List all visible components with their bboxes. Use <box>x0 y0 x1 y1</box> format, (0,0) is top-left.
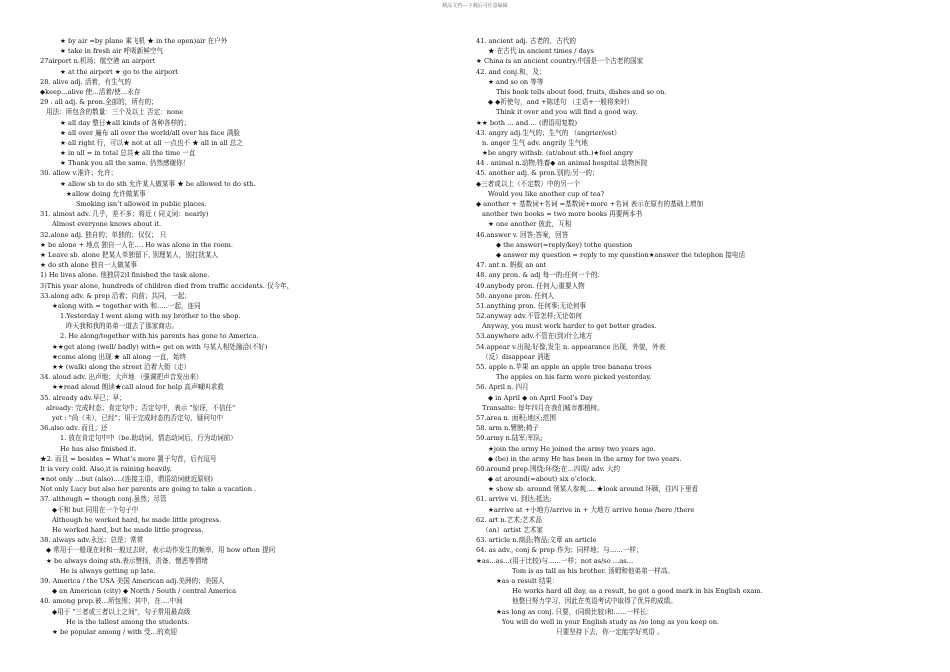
text-line: 1. 放在肯定句中中（be.助动词，情态动词后，行为动词前） <box>60 434 237 443</box>
text-line: 34. aloud adv. 出声地；大声地 （强调把声音发出来） <box>40 373 203 382</box>
text-line: He has also finished it. <box>60 444 137 453</box>
text-line: 44 . animal n.动物;牲畜◆ an animal hospital 动物医院 <box>476 159 648 168</box>
text-line: n. anger 生气 adv. angrily 生气地 <box>482 138 588 147</box>
text-line: 2. He along/together with his parents has gone to America. <box>60 332 259 341</box>
text-line: ★as long as conj. 只要，(同级比较)和……一样长： <box>496 607 653 616</box>
text-line: ★join the army He joined the army two years ago. <box>488 444 656 453</box>
text-line: ◆用于 "三者或三者以上之间"，句子常用最高级 <box>52 607 191 616</box>
text-line: ★ allow sb to do sth 允许某人做某事 ★ be allowed to do sth. <box>60 179 256 188</box>
text-line: ★2. 而且 = besides = What’s more 置于句首，后有逗号 <box>40 454 217 463</box>
text-line: 42. and conj.和，及； <box>476 67 546 76</box>
text-line: 55. apple n.苹果 an apple an apple tree banana trees <box>476 363 652 371</box>
text-line: 50. anyone pron. 任何人 <box>476 291 555 300</box>
text-line: 46.answer v. 回答;答案，回答 <box>476 230 569 239</box>
text-line: ★ China is an ancient country.中国是一个古老的国家 <box>476 57 644 66</box>
text-line: The apples on his farm were picked yesterday. <box>496 373 652 382</box>
text-line: 56. April n. 四月 <box>476 383 529 392</box>
text-line: （反）disappear 消逝 <box>482 352 551 361</box>
text-line: 33.along adv. & prep 沿着；向前；共同，一起； <box>40 291 192 300</box>
text-line: 昨天我和我的弟弟一道去了那家商店。 <box>66 322 179 331</box>
text-line: 64. as adv., conj & prep 作为；同样地；与……一样； <box>476 546 643 555</box>
text-line: 1) He lives alone. 他独居2)I finished the task alone. <box>40 271 210 280</box>
text-line: ★★ (walk) along the street 沿着大街（走） <box>52 363 191 371</box>
text-line: ★ all right 行，可以★ not at all 一点也不 ★ all in all 总之 <box>60 138 243 147</box>
text-line: 38. always adv.永远；总是；常常 <box>40 536 144 545</box>
text-line: 41. ancient adj. 古老的，古代的 <box>476 37 577 45</box>
text-line: 59.army n.陆军;军队; <box>476 434 543 443</box>
text-line: Transalte: 每年四月在我们城市都植树。 <box>482 403 604 412</box>
text-line: ★ be always doing sth.表示赞扬，责备、憎恶等情绪 <box>46 556 209 565</box>
text-line: 他整日努力学习，因此在英语考试中取得了优异的成绩。 <box>512 597 677 606</box>
text-line: 35. already adv.早已；早； <box>40 393 126 402</box>
text-line: ◆ another + 基数词+名词 =基数词+more +名词 表示在原有的基础上增加 <box>476 200 704 208</box>
text-line: 61. arrive vi. 到达;抵达; <box>476 495 552 504</box>
text-line: 30. allow v.准许；允许； <box>40 169 118 178</box>
text-line: ★ Thank you all the same. 仍然感谢你！ <box>60 159 190 168</box>
text-line: 40. among prep.被…所包围；其中，在….中间 <box>40 597 183 606</box>
text-line: Would you like another cup of tea? <box>488 189 605 198</box>
text-line: ★as a result 结果： <box>496 576 559 585</box>
text-line: 57.area n. 面积;地区;范围 <box>476 413 556 422</box>
text-line: 51.anything pron. 任何事;无论何事 <box>476 301 587 310</box>
text-line: 47. ant n. 蚂蚁 an ant <box>476 261 547 270</box>
text-line: Tom is as tall as his brother. 汤姆和他弟弟一样高。 <box>512 566 675 575</box>
left-column <box>40 36 470 637</box>
text-line: ★ one another 彼此，互相 <box>488 220 572 229</box>
text-line: 58. arm n.臂膀;椅子 <box>476 424 539 433</box>
text-line: 60.around prep.围绕;环绕;在…四周/ adv. 大约 <box>476 464 620 473</box>
text-line: ★arrive at +小地方/arrive in + 大地方 arrive home /here /there <box>488 505 695 514</box>
text-line: Almost everyone knows about it. <box>52 220 162 229</box>
text-line: He is the tallest among the students. <box>66 617 190 626</box>
text-line: 只要坚持下去，你一定能学好英语 。 <box>556 627 664 636</box>
text-line: 用法：所包含的数量：三个及以上 否定：none <box>46 108 184 117</box>
text-line: Smoking isn’t allowed in public places. <box>76 200 207 208</box>
text-line: ◆ an American (city) ◆ North / South / central America <box>52 587 236 596</box>
text-line: ★be angry withsb. (at/about sth.)★feel angry <box>482 149 634 158</box>
text-line: 49.anybody pron. 任何人;重要人物 <box>476 281 585 290</box>
text-line: ★as…as…(用于比较)与……一样；not as/so …as… <box>476 556 634 565</box>
text-line: ★★read aloud 朗读★call aloud for help 高声喊叫求救 <box>52 383 224 392</box>
right-column <box>476 36 906 637</box>
text-line: 37. although = though conj.虽然；尽管 <box>40 495 167 504</box>
text-line: ★★get along (well/ badly) with= get on with 与某人相处融洽(不好) <box>52 342 268 351</box>
text-line: ★ show sb. around 领某人参观…. ★look around 环顾，往四下里看 <box>488 485 699 494</box>
text-line: 39. America / the USA 美国 American adj.美洲的；美国人 <box>40 576 225 585</box>
text-line: ★not only …but (also)….(连接主语，谓语动词就近原则) <box>40 475 213 484</box>
text-line: ★come along 出现 ★ all along 一直，始终 <box>52 352 187 361</box>
text-line: ★allow doing 允许做某事 <box>66 189 146 198</box>
text-line: 62. art n.艺术;艺术品 <box>476 515 542 524</box>
text-line: ★ be popular among / with 受…的欢迎 <box>52 627 177 636</box>
text-line: 48. any pron. & adj 每一的;任何一个的. <box>476 271 600 280</box>
text-line: another two books = two more books 再要两本书 <box>482 210 643 219</box>
text-line: ◆不和 but 同用在一个句子中 <box>52 505 139 514</box>
text-line: yet : "尚（未），已经"；用于完成时态的否定句，疑问句中 <box>52 413 224 422</box>
text-line: 53.anywhere adv.不管在(到)什么地方 <box>476 332 593 341</box>
text-line: 63. article n.商品;物品;文章 an article <box>476 536 597 545</box>
text-line: 31. almost adv. 几乎，差不多；将近 ( 同义词：nearly) <box>40 210 209 219</box>
text-line: 45. another adj. & pron.别的;另一的； <box>476 169 599 178</box>
text-line: ★ and so on 等等 <box>488 77 544 86</box>
text-line: He is always getting up late. <box>60 566 156 575</box>
text-line: 36.also adv. 而且；还 <box>40 424 108 433</box>
text-line: ★ in all = in total 总共★ all the time 一直 <box>60 149 196 158</box>
text-line: ★ do sth alone 独自一人做某事 <box>40 261 138 270</box>
text-line: Anyway, you must work harder to get better grades. <box>482 322 657 331</box>
text-line: 29 . all adj. & pron.全部的，所有的； <box>40 98 158 107</box>
text-line: ★ be alone + 地点 独自一人在…. He was alone in the room. <box>40 240 233 249</box>
text-line: ◆ 常用于一般现在时和一般过去时，表示动作发生的频率，用 how often 提问 <box>46 546 276 555</box>
text-line: ◆ at around(=about) six o’clock. <box>488 475 597 484</box>
text-line: This book tells about food, fruits, dishes and so on. <box>496 87 667 96</box>
text-line: ★along with = together with 和…..一起，连同 <box>52 301 201 310</box>
text-line: ◆ (be) in the army He has been in the army for two years. <box>488 454 682 463</box>
text-line: already: 完成时态；肯定句中；否定句中，表示 "惊讶，不信任" <box>46 403 236 412</box>
text-line: （an）artist 艺术家 <box>482 526 544 534</box>
text-line: ★ take in fresh air 呼吸新鲜空气 <box>60 47 164 56</box>
text-line: ★★ both … and … (谓语用复数) <box>476 118 578 127</box>
text-line: ★ by air =by plane 乘飞机 ★ in the open)air 在户外 <box>60 37 228 45</box>
text-line: Not only Lucy but also her parents are going to take a vacation . <box>40 485 257 494</box>
text-line: ★ Leave sb. alone 把某人单独留下, 别理某人，别打扰某人 <box>40 250 219 259</box>
text-line: He worked hard, but he made little progress. <box>52 526 204 534</box>
text-line: 1.Yesterday I went along with my brother to the shop. <box>60 312 241 321</box>
text-line: ◆ in April ◆ on April Fool’s Day <box>488 393 593 402</box>
text-line: ★ all day 整日★all kinds of 各种各样的； <box>60 118 191 127</box>
text-line: 28. alive adj. 活着，有生气的 <box>40 77 131 86</box>
text-line: 27airport n.机场；航空港 an airport <box>40 57 156 66</box>
text-line: ◆ answer my question = reply to my question★answer the telephon 接电话 <box>496 250 746 259</box>
text-line: 43. angry adj.生气的；生气的 （angrier/est） <box>476 128 621 137</box>
text-line: 54.appear v.出现;好像,发生 n. appearance 出现，外貌，外表 <box>476 342 666 351</box>
text-line: ◆ ◆祈使句，and +陈述句 （主语+一般将来时） <box>488 98 634 107</box>
text-line: 3)This year alone, hundreds of children died from traffic accidents. 仅今年， <box>40 281 294 290</box>
page-header: 精品文档---下载后可任意编辑 <box>442 3 508 9</box>
text-line: 52.anyway adv.不管怎样;无论如何 <box>476 312 582 321</box>
text-line: You will do well in your English study as /so long as you keep on. <box>502 617 720 626</box>
text-line: ◆keep…alive 使…活着/使…永存 <box>40 87 141 96</box>
text-line: ★ 在古代 in ancient times / days <box>488 47 594 56</box>
text-line: He works hard all day, as a result, he got a good mark in his English exam. <box>512 587 763 596</box>
text-line: Think it over and you will find a good way. <box>496 108 638 117</box>
text-line: 32.alone adj. 独自的；单独的；仅仅； 只 <box>40 230 167 239</box>
text-line: ★ all over 遍布 all over the world/all over his face 满脸 <box>60 128 240 137</box>
text-line: It is very cold. Also,it is raining heavily. <box>40 464 172 473</box>
text-line: ◆三者或以上（不定数）中的另一个 <box>476 179 580 188</box>
text-line: Although he worked hard, he made little progress. <box>52 515 222 524</box>
text-line: ★ at the airport ★ go to the airport <box>60 67 178 76</box>
text-line: ◆ the answer(=reply/key) tothe question <box>496 240 633 249</box>
